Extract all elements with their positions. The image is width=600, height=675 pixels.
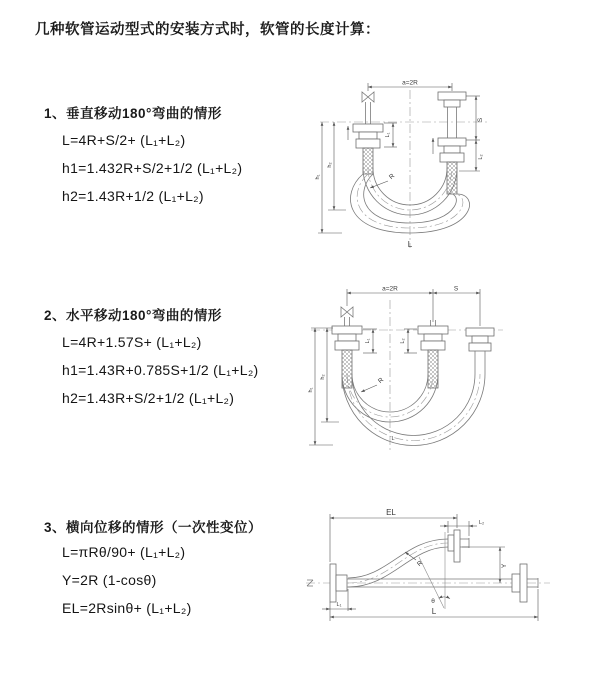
angle-label-theta: θ <box>431 598 435 605</box>
section-2-heading: 2、水平移动180°弯曲的情形 <box>44 308 222 323</box>
section-3-formula-y: Y=2R (1-cosθ) <box>62 572 157 588</box>
section-2-formula-h1: h1=1.43R+0.785S+1/2 (L₁+L₂) <box>62 362 259 378</box>
radius-label: R <box>376 376 386 386</box>
radius-label: R <box>415 559 425 569</box>
dim-label-h2: h₂ <box>327 162 333 168</box>
length-label: L <box>407 240 413 249</box>
dim-label-l2: L₂ <box>400 338 406 344</box>
left-fitting <box>353 124 383 174</box>
right-fitting <box>438 92 466 194</box>
section-2-formula-h2: h2=1.43R+S/2+1/2 (L₁+L₂) <box>62 390 235 406</box>
diagram-lateral-displacement <box>298 506 600 648</box>
dim-label-l2: L₂ <box>478 154 484 160</box>
hose-displaced-position <box>348 530 469 587</box>
dim-label-l: L <box>431 607 437 616</box>
valve-icon <box>362 92 374 102</box>
section-3-formula-el: EL=2Rsinθ+ (L₁+L₂) <box>62 600 192 616</box>
section-2-formula-l: L=4R+1.57S+ (L₁+L₂) <box>62 334 202 350</box>
section-1-heading: 1、垂直移动180°弯曲的情形 <box>44 106 222 121</box>
dim-label-a2r: a=2R <box>382 285 398 293</box>
diagram-vertical-180-bend <box>312 76 590 254</box>
dim-label-h1: h₁ <box>308 387 314 393</box>
right-fitting-moved <box>466 328 494 374</box>
dim-label-s: S <box>477 117 484 123</box>
section-3-formula-l: L=πRθ/90+ (L₁+L₂) <box>62 544 186 560</box>
length-label: L <box>391 436 395 442</box>
valve-icon <box>341 307 353 317</box>
section-1-formula-h2: h2=1.43R+1/2 (L₁+L₂) <box>62 188 204 204</box>
dim-label-l2: L₂ <box>479 520 485 526</box>
section-1-formula-l: L=4R+S/2+ (L₁+L₂) <box>62 132 186 148</box>
dim-label-l1: L₁ <box>365 338 371 344</box>
diagram-horizontal-180-bend <box>303 282 600 462</box>
dim-label-l1: L₁ <box>336 602 342 608</box>
left-flange <box>330 564 347 602</box>
section-3-heading: 3、横向位移的情形（一次性变位） <box>44 520 263 535</box>
dim-label-s: S <box>453 285 459 293</box>
page-title: 几种软管运动型式的安装方式时，软管的长度计算： <box>35 22 380 38</box>
dim-label-y: Y <box>501 563 508 569</box>
dim-label-a2r: a=2R <box>402 79 418 87</box>
radius-label: R <box>387 172 397 182</box>
dim-label-h1: h₁ <box>315 174 321 180</box>
dim-label-el: EL <box>386 508 396 517</box>
dim-label-h2: h₂ <box>320 374 326 380</box>
dim-label-l1: L₁ <box>385 132 391 138</box>
section-1-formula-h1: h1=1.432R+S/2+1/2 (L₁+L₂) <box>62 160 243 176</box>
